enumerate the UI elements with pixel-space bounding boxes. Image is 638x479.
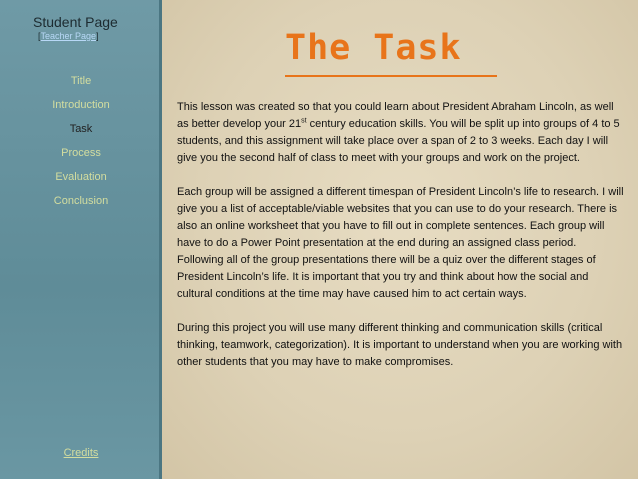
paragraph-1	[177, 99, 625, 167]
nav-item-title[interactable]: Title	[70, 75, 92, 87]
task-description	[177, 99, 625, 388]
paragraph-1-part-b: century education skills. You will be split up into groups of 4 to 5 students, and this assignment will take place over a span of 2 to 3 weeks. Each day I will give you the second half of class to meet with your groups and work on the project.	[177, 118, 620, 164]
bracket-open: [	[38, 31, 41, 41]
bracket-close: ]	[96, 31, 99, 41]
teacher-page-link-wrapper	[38, 31, 99, 41]
nav-item-introduction[interactable]: Introduction	[52, 99, 110, 111]
student-page-heading: Student Page	[33, 14, 118, 30]
title-underline	[285, 75, 497, 77]
superscript-st: st	[301, 117, 307, 125]
nav-item-conclusion[interactable]: Conclusion	[53, 195, 109, 207]
sidebar	[0, 0, 162, 479]
teacher-page-link[interactable]: Teacher Page	[40, 31, 97, 41]
nav-item-evaluation[interactable]: Evaluation	[55, 171, 107, 183]
page-title: The Task	[285, 28, 462, 68]
nav-item-task: Task	[69, 123, 93, 135]
paragraph-2: Each group will be assigned a different timespan of President Lincoln’s life to research. I will give you a list of acceptable/viable websites that you can use to do your research. There is also an online worksheet that you have to fill out in complete sentences. Each group will have to do a Power Point presentation at the end during an assigned class period. Following all of the group presentations there will be a quiz over the different stages of President Lincoln’s life. It is important that you try and think about how the social and cultural conditions at the time may have caused him to act certain ways.	[177, 186, 624, 300]
sidebar-nav	[0, 73, 162, 217]
nav-item-credits[interactable]: Credits	[63, 447, 99, 459]
nav-item-process[interactable]: Process	[61, 147, 101, 159]
paragraph-3: During this project you will use many different thinking and communication skills (critical thinking, teamwork, categorization). It is important to understand when you are working with other students that you may have to make compromises.	[177, 322, 623, 368]
paragraph-1-part-a: This lesson was created so that you could learn about President Abraham Lincoln, as well as better develop your 21	[177, 101, 614, 130]
